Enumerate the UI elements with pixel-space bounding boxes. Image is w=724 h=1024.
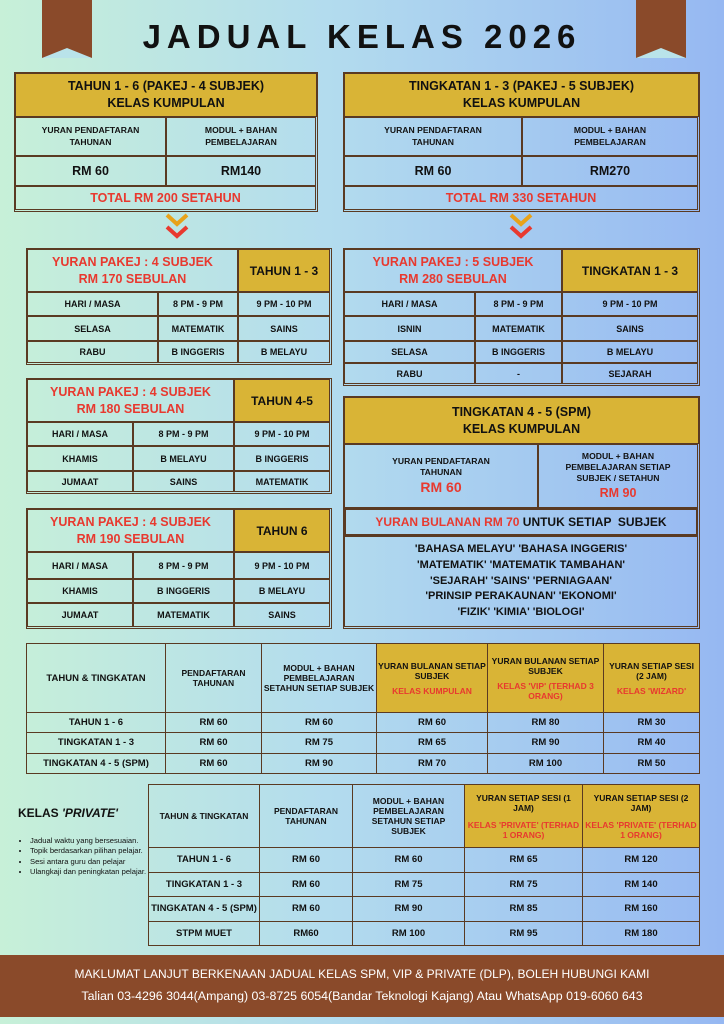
table-cell: MATEMATIK xyxy=(234,471,330,492)
summary-head-wizard: YURAN SETIAP SESI (2 JAM) KELAS 'WIZARD' xyxy=(604,644,700,713)
table-row: TINGKATAN 1 - 3 RM 60 RM 75 RM 65 RM 90 RM 40 xyxy=(27,733,700,753)
table-cell: B INGGERIS xyxy=(475,341,562,363)
pakej-tingkatan-1-3 xyxy=(343,248,700,386)
table-row: STPM MUET RM60 RM 100 RM 95 RM 180 xyxy=(149,921,700,946)
spm-card xyxy=(343,396,700,629)
pakej3-head-day: HARI / MASA xyxy=(27,552,133,579)
pakej3-head-slot2: 9 PM - 10 PM xyxy=(234,552,330,579)
table-cell: - xyxy=(475,363,562,384)
kr-value-pendaftaran: RM 60 xyxy=(15,156,166,186)
summary-head-kumpulan: YURAN BULANAN SETIAP SUBJEK KELAS KUMPULAN xyxy=(377,644,488,713)
table-cell: MATEMATIK xyxy=(158,316,238,341)
table-cell: RABU xyxy=(27,341,158,363)
km-value-modul: RM270 xyxy=(522,156,698,186)
table-cell: B INGGERIS xyxy=(133,579,234,603)
pakej-tahun-6 xyxy=(26,508,332,629)
subject-line: 'MATEMATIK' 'MATEMATIK TAMBAHAN' xyxy=(416,558,626,571)
kumpulan-menengah-header: TINGKATAN 1 - 3 (PAKEJ - 5 SUBJEK) KELAS KUMPULAN xyxy=(344,73,699,117)
pakej1-head-slot2: 9 PM - 10 PM xyxy=(238,292,330,316)
summary-head: TAHUN & TINGKATAN xyxy=(27,644,166,713)
table-cell: B MELAYU xyxy=(562,341,698,363)
subject-line: 'BAHASA MELAYU' 'BAHASA INGGERIS' xyxy=(414,542,628,555)
km-label-pendaftaran: YURAN PENDAFTARAN TAHUNAN xyxy=(344,117,522,156)
pakej2-head-day: HARI / MASA xyxy=(27,422,133,446)
kr-label-modul: MODUL + BAHAN PEMBELAJARAN xyxy=(166,117,316,156)
table-cell: RABU xyxy=(344,363,475,384)
kumpulan-rendah-header: TAHUN 1 - 6 (PAKEJ - 4 SUBJEK) KELAS KUMPULAN xyxy=(15,73,317,117)
chevron-down-icon xyxy=(506,212,536,242)
private-head: MODUL + BAHAN PEMBELAJARAN SETAHUN SETIAP SUBJEK xyxy=(353,785,465,848)
km-total: TOTAL RM 330 SETAHUN xyxy=(344,186,698,210)
pakej1-price: YURAN PAKEJ : 4 SUBJEK RM 170 SEBULAN xyxy=(27,249,238,292)
subject-line: 'SEJARAH' 'SAINS' 'PERNIAGAAN' xyxy=(430,574,612,587)
kumpulan-rendah-card xyxy=(14,72,318,212)
pakej4-head-slot2: 9 PM - 10 PM xyxy=(562,292,698,316)
table-row xyxy=(27,644,700,713)
table-row: TINGKATAN 4 - 5 (SPM) RM 60 RM 90 RM 85 RM 160 xyxy=(149,897,700,922)
pakej3-head-slot1: 8 PM - 9 PM xyxy=(133,552,234,579)
private-table xyxy=(148,784,700,946)
pakej1-head-day: HARI / MASA xyxy=(27,292,158,316)
pakej4-head-slot1: 8 PM - 9 PM xyxy=(475,292,562,316)
table-cell: SAINS xyxy=(562,316,698,341)
table-cell: SAINS xyxy=(234,603,330,627)
table-row: TINGKATAN 4 - 5 (SPM) RM 60 RM 90 RM 70 RM 100 RM 50 xyxy=(27,753,700,773)
list-item: • Jadual waktu yang bersesuaian. xyxy=(30,836,148,846)
pakej4-tag: TINGKATAN 1 - 3 xyxy=(562,249,698,292)
summary-head-vip: YURAN BULANAN SETIAP SUBJEK KELAS 'VIP' (TERHAD 3 ORANG) xyxy=(488,644,604,713)
private-head-1jam: YURAN SETIAP SESI (1 JAM) KELAS 'PRIVATE' (TERHAD 1 ORANG) xyxy=(465,785,583,848)
footer-contact: MAKLUMAT LANJUT BERKENAAN JADUAL KELAS SPM, VIP & PRIVATE (DLP), BOLEH HUBUNGI KAMI Talian 03-4296 3044(Ampang) 03-8725 6054(Bandar Teknologi Kajang) Atau WhatsApp 019-6060 643 xyxy=(0,955,724,1017)
kumpulan-menengah-card xyxy=(343,72,700,212)
table-cell: SELASA xyxy=(27,316,158,341)
table-cell: SEJARAH xyxy=(562,363,698,384)
private-head-2jam: YURAN SETIAP SESI (2 JAM) KELAS 'PRIVATE' (TERHAD 1 ORANG) xyxy=(583,785,700,848)
table-cell: MATEMATIK xyxy=(475,316,562,341)
table-cell: MATEMATIK xyxy=(133,603,234,627)
kr-value-modul: RM140 xyxy=(166,156,316,186)
list-item: • Topik berdasarkan pilihan pelajar. xyxy=(30,846,148,856)
private-notes xyxy=(30,836,148,877)
pakej2-tag: TAHUN 4-5 xyxy=(234,379,330,422)
private-title: KELAS 'PRIVATE' xyxy=(18,806,118,820)
table-row: TAHUN 1 - 6 RM 60 RM 60 RM 65 RM 120 xyxy=(149,848,700,873)
table-cell: SELASA xyxy=(344,341,475,363)
spm-bulanan: YURAN BULANAN RM 70 UNTUK SETIAP SUBJEK xyxy=(344,508,698,536)
spm-pendaftaran: YURAN PENDAFTARAN TAHUNAN RM 60 xyxy=(344,444,538,508)
table-cell: B MELAYU xyxy=(238,341,330,363)
table-cell: KHAMIS xyxy=(27,579,133,603)
page-title: JADUAL KELAS 2026 xyxy=(142,18,582,55)
pakej2-head-slot1: 8 PM - 9 PM xyxy=(133,422,234,446)
table-cell: B MELAYU xyxy=(234,579,330,603)
list-item: • Sesi antara guru dan pelajar xyxy=(30,857,148,867)
subject-line: 'FIZIK' 'KIMIA' 'BIOLOGI' xyxy=(457,606,585,619)
pakej-tahun-1-3 xyxy=(26,248,332,365)
private-head: TAHUN & TINGKATAN xyxy=(149,785,260,848)
table-cell: KHAMIS xyxy=(27,446,133,471)
table-cell: B INGGERIS xyxy=(158,341,238,363)
table-cell: SAINS xyxy=(238,316,330,341)
summary-head: MODUL + BAHAN PEMBELAJARAN SETAHUN SETIAP SUBJEK xyxy=(262,644,377,713)
list-item: • Ulangkaji dan peningkatan pelajar. xyxy=(30,867,148,877)
pakej2-price: YURAN PAKEJ : 4 SUBJEK RM 180 SEBULAN xyxy=(27,379,234,422)
subject-line: 'PRINSIP PERAKAUNAN' 'EKONOMI' xyxy=(425,590,617,603)
pakej-tahun-4-5 xyxy=(26,378,332,494)
pakej2-head-slot2: 9 PM - 10 PM xyxy=(234,422,330,446)
pakej1-tag: TAHUN 1 - 3 xyxy=(238,249,330,292)
pakej4-price: YURAN PAKEJ : 5 SUBJEK RM 280 SEBULAN xyxy=(344,249,562,292)
table-row: TAHUN 1 - 6 RM 60 RM 60 RM 60 RM 80 RM 30 xyxy=(27,713,700,733)
table-cell: JUMAAT xyxy=(27,603,133,627)
table-cell: SAINS xyxy=(133,471,234,492)
pakej3-tag: TAHUN 6 xyxy=(234,509,330,552)
table-cell: B INGGERIS xyxy=(234,446,330,471)
pakej1-head-slot1: 8 PM - 9 PM xyxy=(158,292,238,316)
chevron-down-icon xyxy=(162,212,192,242)
pakej3-price: YURAN PAKEJ : 4 SUBJEK RM 190 SEBULAN xyxy=(27,509,234,552)
private-head: PENDAFTARAN TAHUNAN xyxy=(260,785,353,848)
spm-modul: MODUL + BAHAN PEMBELAJARAN SETIAP SUBJEK / SETAHUN RM 90 xyxy=(538,444,698,508)
table-row: TINGKATAN 1 - 3 RM 60 RM 75 RM 75 RM 140 xyxy=(149,872,700,897)
pakej4-head-day: HARI / MASA xyxy=(344,292,475,316)
table-cell: JUMAAT xyxy=(27,471,133,492)
kr-total: TOTAL RM 200 SETAHUN xyxy=(15,186,316,210)
table-cell: ISNIN xyxy=(344,316,475,341)
spm-subjects xyxy=(344,536,698,627)
km-label-modul: MODUL + BAHAN PEMBELAJARAN xyxy=(522,117,698,156)
table-cell: B MELAYU xyxy=(133,446,234,471)
kr-label-pendaftaran: YURAN PENDAFTARAN TAHUNAN xyxy=(15,117,166,156)
spm-header: TINGKATAN 4 - 5 (SPM) KELAS KUMPULAN xyxy=(344,397,699,444)
summary-head: PENDAFTARAN TAHUNAN xyxy=(166,644,262,713)
summary-table xyxy=(26,643,700,774)
table-row xyxy=(149,785,700,848)
km-value-pendaftaran: RM 60 xyxy=(344,156,522,186)
